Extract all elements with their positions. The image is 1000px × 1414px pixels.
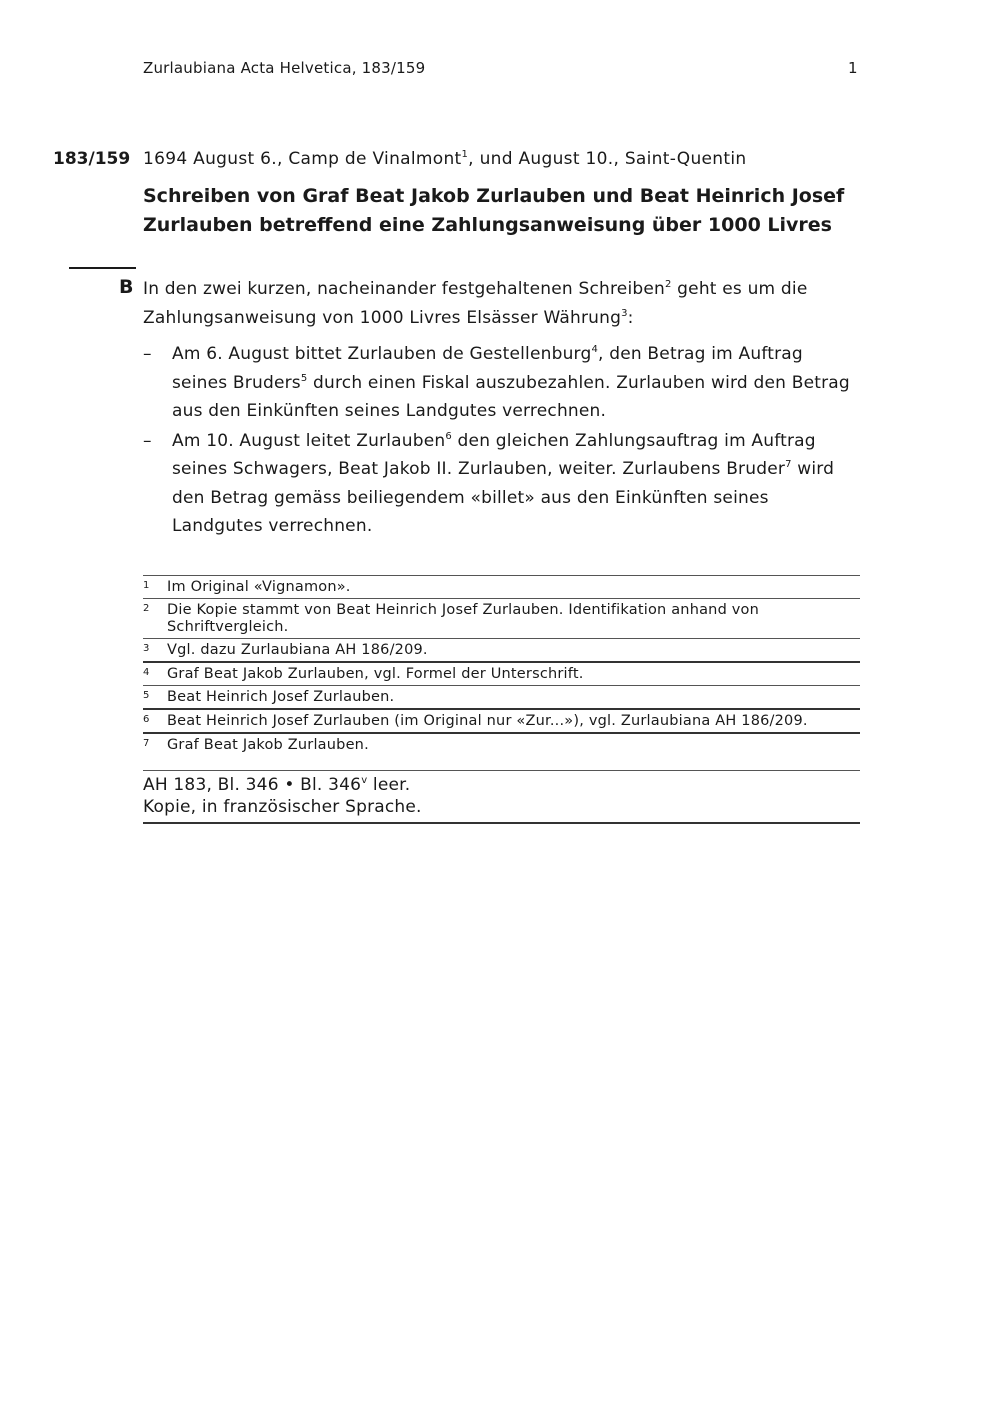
summary-list [143, 340, 863, 542]
footnote-number: 4 [143, 667, 150, 678]
footnote-ref-2[interactable]: 2 [665, 279, 672, 290]
document-date [143, 149, 746, 169]
document-number: 183/159 [53, 149, 131, 169]
source-note [143, 770, 860, 824]
list-dash: – [143, 344, 152, 364]
list-text-c: wird den Betrag gemäss beiliegendem «billet» aus den Einkünften seines Landgutes verrechnen. [172, 459, 835, 536]
footnote [143, 599, 860, 639]
verso-mark: v [361, 775, 368, 786]
list-text-c: durch einen Fiskal auszubezahlen. Zurlauben wird den Betrag aus den Einkünften seines Landgutes verrechnen. [172, 372, 850, 421]
footnote-text: Vgl. dazu Zurlaubiana AH 186/209. [167, 642, 428, 658]
footnote-ref-3[interactable]: 3 [621, 307, 628, 319]
footnote-text: Beat Heinrich Josef Zurlauben. [167, 689, 395, 705]
source-line-2: Kopie, in französischer Sprache. [143, 797, 422, 817]
footnote-ref-6[interactable]: 6 [445, 430, 452, 442]
section-intro [143, 275, 858, 332]
footnote [143, 686, 860, 710]
document-title: Schreiben von Graf Beat Jakob Zurlauben und Beat Heinrich Josef Zurlauben betreffend eine Zahlungsanweisung über 1000 Livres [143, 185, 845, 236]
footnote [143, 639, 860, 663]
list-dash: – [143, 430, 152, 451]
footnote [143, 663, 860, 686]
list-text-a: Am 10. August leitet Zurlauben [172, 430, 446, 451]
source-line-1 [143, 774, 860, 796]
list-item [143, 427, 863, 541]
footnote-text: Im Original «Vignamon». [167, 579, 351, 595]
footnote-ref-5[interactable]: 5 [300, 372, 308, 384]
footnote-number: 6 [143, 714, 150, 725]
intro-text-c: : [627, 307, 634, 328]
footnotes [143, 575, 860, 756]
footnote-number: 5 [143, 690, 150, 701]
footnote-text: Beat Heinrich Josef Zurlauben (im Original nur «Zur...»), vgl. Zurlaubiana AH 186/209. [167, 713, 808, 729]
list-text-b: , den Betrag im Auftrag seines Bruders [172, 344, 803, 393]
footnote-number: 1 [143, 580, 150, 591]
footnote-text: Die Kopie stammt von Beat Heinrich Josef Zurlauben. Identifikation anhand von Schriftvergleich. [167, 602, 760, 635]
list-item [143, 340, 863, 426]
footnote-number: 7 [143, 738, 150, 749]
page-number: 1 [848, 59, 858, 77]
section-letter: B [119, 276, 134, 298]
footnote-number: 3 [143, 643, 150, 654]
footnote [143, 576, 860, 599]
footnote-ref-7[interactable]: 7 [785, 459, 792, 470]
date-part-2: , und August 10., Saint-Quentin [468, 149, 747, 169]
footnote-text: Graf Beat Jakob Zurlauben. [167, 737, 369, 753]
footnote [143, 734, 860, 756]
footnote [143, 710, 860, 734]
footnote-ref-1[interactable]: 1 [461, 149, 469, 160]
footnote-number: 2 [143, 603, 150, 614]
footnote-ref-4[interactable]: 4 [591, 344, 598, 355]
list-text-a: Am 6. August bittet Zurlauben de Gestellenburg [172, 344, 592, 364]
intro-text-a: In den zwei kurzen, nacheinander festgehaltenen Schreiben [143, 279, 665, 299]
source-shelfmark-end: leer. [367, 775, 411, 795]
section-divider [69, 267, 136, 269]
intro-text-b: geht es um die Zahlungsanweisung von 1000 Livres Elsässer Währung [143, 279, 808, 328]
date-part-1: 1694 August 6., Camp de Vinalmont [143, 149, 462, 169]
list-text-b: den gleichen Zahlungsauftrag im Auftrag seines Schwagers, Beat Jakob II. Zurlauben, weiter. Zurlaubens Bruder [172, 430, 816, 479]
running-title: Zurlaubiana Acta Helvetica, 183/159 [143, 59, 426, 77]
footnote-text: Graf Beat Jakob Zurlauben, vgl. Formel der Unterschrift. [167, 666, 584, 682]
source-shelfmark: AH 183, Bl. 346 • Bl. 346 [143, 775, 362, 795]
